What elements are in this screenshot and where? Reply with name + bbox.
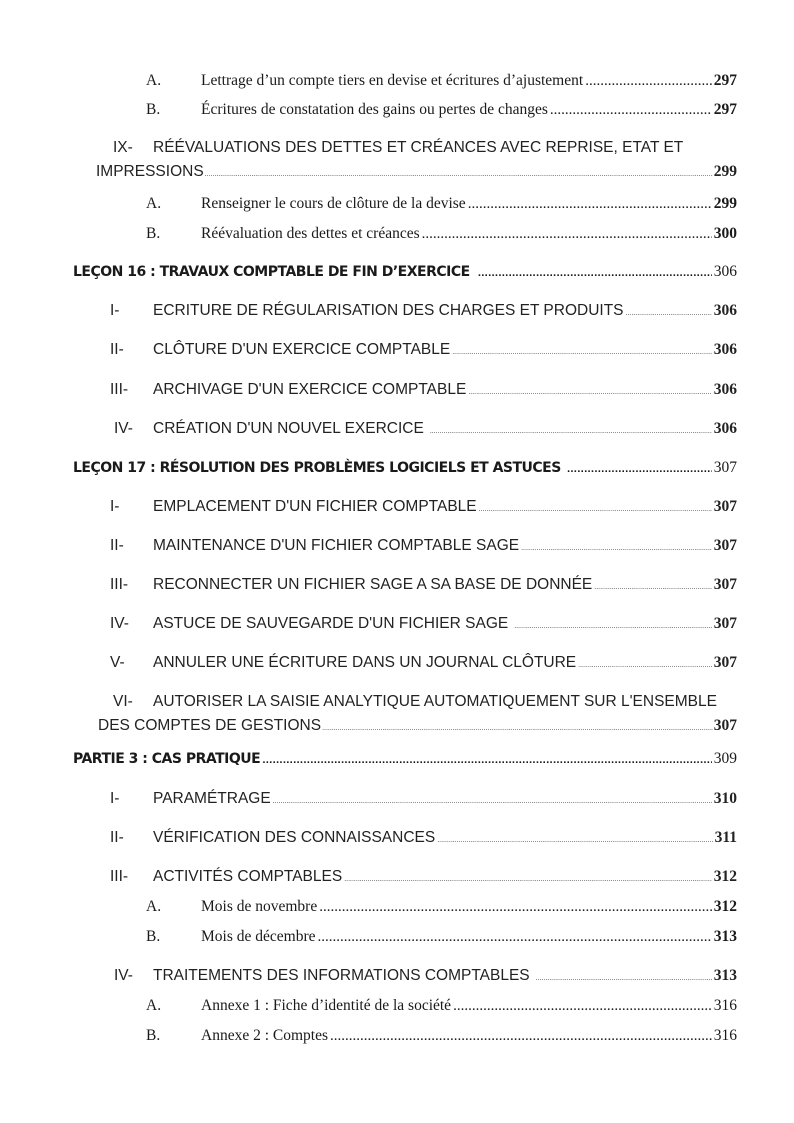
entry-title-line1: AUTORISER LA SAISIE ANALYTIQUE AUTOMATIQUEMENT SUR L'ENSEMBLE [153,693,717,710]
toc-entry-multiline[interactable] [0,139,737,184]
dot-leader [594,576,711,594]
toc-section[interactable] [110,654,737,672]
page-number: 307 [713,576,737,593]
entry-label: III- [110,868,129,885]
dot-leader [344,868,712,886]
page-number: 313 [713,967,737,984]
entry-title-line2: IMPRESSIONS [96,163,204,180]
page-number: 310 [713,790,737,807]
entry-title: CRÉATION D'UN NOUVEL EXERCICE [153,420,424,437]
page-number: 316 [713,997,737,1014]
entry-label: II- [110,341,124,358]
dot-leader [521,537,712,555]
page-number: 297 [713,101,737,118]
toc-entry[interactable] [146,195,737,213]
dot-leader [567,460,712,476]
toc-section[interactable] [110,341,737,359]
page-number: 306 [713,420,737,437]
dot-leader [273,790,712,808]
entry-title: ACTIVITÉS COMPTABLES [153,868,343,885]
toc-section[interactable] [110,576,737,594]
dot-leader [319,898,712,916]
entry-label: IX- [113,139,133,156]
dot-leader [626,302,712,320]
toc-lesson-heading[interactable] [73,459,737,477]
page-number: 306 [713,263,737,280]
entry-label: B. [146,928,161,945]
entry-title: PARAMÉTRAGE [153,790,271,807]
page-number: 307 [713,498,737,515]
page-number: 297 [713,72,737,89]
page-number: 311 [714,829,737,846]
entry-label: A. [146,898,162,915]
entry-label: I- [110,302,120,319]
dot-leader [550,101,712,119]
entry-title: ARCHIVAGE D'UN EXERCICE COMPTABLE [153,381,467,398]
entry-label: VI- [113,693,133,710]
dot-leader [514,615,712,633]
dot-leader [578,654,712,672]
toc-lesson-heading[interactable] [73,263,737,281]
entry-title: VÉRIFICATION DES CONNAISSANCES [153,829,436,846]
toc-section[interactable] [114,420,737,438]
dot-leader [479,498,712,516]
page-number: 306 [713,302,737,319]
toc-section[interactable] [110,498,737,516]
entry-label: A. [146,72,162,89]
entry-label: II- [110,537,124,554]
entry-title: MAINTENANCE D'UN FICHIER COMPTABLE SAGE [153,537,520,554]
toc-section[interactable] [114,967,737,985]
page-number: 300 [713,225,737,242]
entry-title-line1: RÉÉVALUATIONS DES DETTES ET CRÉANCES AVEC REPRISE, ETAT ET [153,139,684,156]
toc-entry[interactable] [146,997,737,1015]
entry-label: I- [110,498,120,515]
toc-entry[interactable] [146,225,737,243]
dot-leader [322,717,713,735]
entry-title: Renseigner le cours de clôture de la devise [201,195,466,212]
page-number: 307 [713,615,737,632]
dot-leader [468,381,711,399]
entry-title: RECONNECTER UN FICHIER SAGE A SA BASE DE DONNÉE [153,576,593,593]
entry-label: B. [146,1027,161,1044]
dot-leader [453,997,712,1015]
toc-section[interactable] [110,615,737,633]
entry-title: Réévaluation des dettes et créances [201,225,420,242]
entry-label: II- [110,829,124,846]
dot-leader [585,72,712,90]
toc-section[interactable] [110,790,737,808]
entry-title: LEÇON 16 : TRAVAUX COMPTABLE DE FIN D’EXERCICE [73,264,470,280]
toc-entry-multiline[interactable] [0,693,737,738]
entry-title: ASTUCE DE SAUVEGARDE D'UN FICHIER SAGE [153,615,509,632]
entry-label: IV- [110,615,129,632]
entry-label: B. [146,101,161,118]
entry-title: Annexe 2 : Comptes [201,1027,328,1044]
entry-label: IV- [114,967,133,984]
entry-label: III- [110,381,129,398]
dot-leader [437,829,712,847]
entry-label: A. [146,997,162,1014]
page-number: 307 [713,717,737,734]
entry-label: V- [110,654,125,671]
toc-entry[interactable] [146,898,737,916]
toc-entry[interactable] [146,928,737,946]
page-number: 307 [713,654,737,671]
entry-label: A. [146,195,162,212]
page-number: 299 [713,195,737,212]
toc-entry[interactable] [146,101,737,119]
entry-title-line2: DES COMPTES DE GESTIONS [98,717,322,734]
entry-title: Écritures de constatation des gains ou pertes de changes [201,101,548,118]
page-number: 309 [713,750,737,767]
toc-section[interactable] [110,537,737,555]
page-number: 316 [713,1027,737,1044]
toc-entry[interactable] [146,72,737,90]
entry-title: Mois de novembre [201,898,318,915]
entry-title: Mois de décembre [201,928,316,945]
entry-label: B. [146,225,161,242]
dot-leader [468,195,712,213]
page-number: 307 [713,537,737,554]
entry-title: ECRITURE DE RÉGULARISATION DES CHARGES ET PRODUITS [153,302,624,319]
page-number: 312 [713,868,737,885]
entry-title: Lettrage d’un compte tiers en devise et écritures d’ajustement [201,72,584,89]
dot-leader [330,1027,712,1045]
dot-leader [430,420,712,438]
entry-label: IV- [114,420,133,437]
dot-leader [422,225,712,243]
dot-leader [262,751,712,767]
entry-title: Annexe 1 : Fiche d’identité de la société [201,997,452,1014]
dot-leader [205,163,713,181]
entry-label: I- [110,790,120,807]
page-number: 306 [713,341,737,358]
dot-leader [318,928,712,946]
toc-entry[interactable] [146,1027,737,1045]
entry-title: LEÇON 17 : RÉSOLUTION DES PROBLÈMES LOGICIELS ET ASTUCES [73,460,561,476]
entry-title: CLÔTURE D'UN EXERCICE COMPTABLE [153,341,451,358]
dot-leader [452,341,712,359]
page-number: 307 [713,459,737,476]
toc-section[interactable] [110,302,737,320]
page-number: 306 [713,381,737,398]
toc-section[interactable] [110,868,737,886]
entry-title: EMPLACEMENT D'UN FICHIER COMPTABLE [153,498,477,515]
page-number: 312 [713,898,737,915]
entry-title: TRAITEMENTS DES INFORMATIONS COMPTABLES [153,967,530,984]
dot-leader [478,264,712,280]
toc-part-heading[interactable] [73,750,737,768]
toc-section[interactable] [110,381,737,399]
page-number: 313 [713,928,737,945]
entry-title: PARTIE 3 : CAS PRATIQUE [73,751,261,767]
page-number: 299 [713,163,737,180]
entry-label: III- [110,576,129,593]
toc-section[interactable] [110,829,737,847]
entry-title: ANNULER UNE ÉCRITURE DANS UN JOURNAL CLÔTURE [153,654,577,671]
dot-leader [536,967,712,985]
